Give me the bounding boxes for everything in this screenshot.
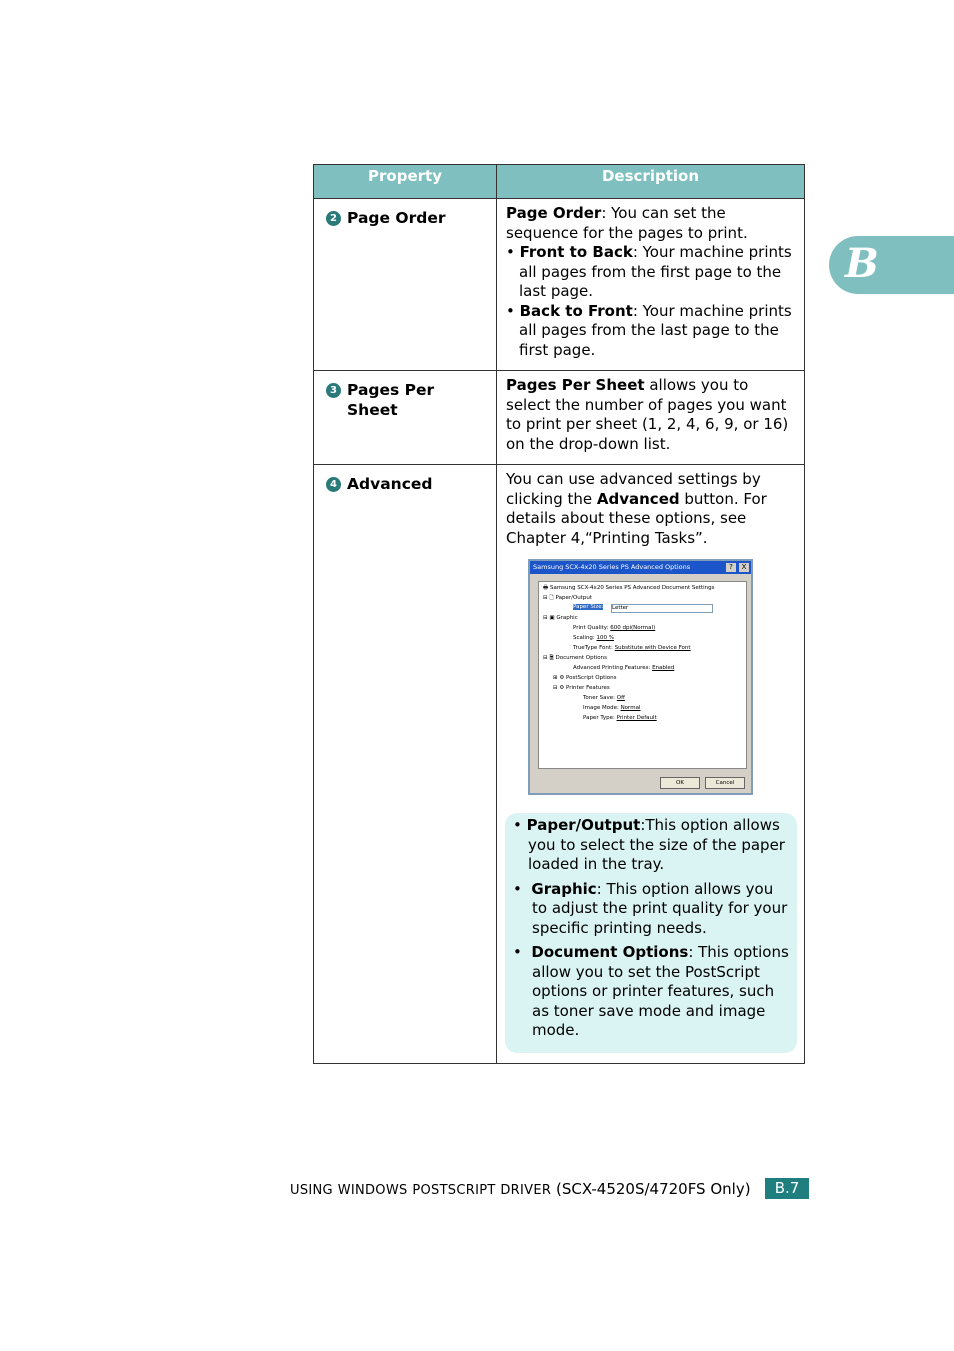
- advanced-options-dialog-screenshot: [528, 559, 753, 795]
- tree-graphic: ⊟ ▣ Graphic: [543, 615, 578, 621]
- header-description: Description: [497, 165, 805, 199]
- table-header-row: [314, 165, 805, 199]
- footer-model: (SCX-4520S/4720FS Only): [555, 1180, 751, 1198]
- table-row: [314, 371, 805, 465]
- callout-number: 4: [326, 477, 341, 492]
- tree-paper-output: ⊟ 🗋 Paper/Output: [543, 595, 593, 601]
- settings-tree: [538, 581, 747, 769]
- footer-postscript: POSTSCRIPT: [412, 1183, 496, 1198]
- list-item: • Paper/Output:This option allows you to select the size of the paper loaded in the tray.: [513, 816, 785, 873]
- callout-number: 2: [326, 211, 341, 226]
- tree-paper-size: Paper Size:: [573, 604, 604, 610]
- tree-advanced-features: Advanced Printing Features: Enabled: [573, 665, 675, 671]
- tree-scaling: Scaling: 100 %: [573, 635, 615, 641]
- footer-using: USING: [290, 1183, 333, 1198]
- header-property: Property: [314, 165, 497, 199]
- table-row: [314, 465, 805, 1064]
- tree-image-mode: Image Mode: Normal: [583, 705, 641, 711]
- paper-size-dropdown: Letter: [611, 604, 713, 613]
- tree-toner-save: Toner Save: Off: [583, 695, 625, 701]
- page-number: B.7: [765, 1178, 809, 1199]
- footer-driver: DRIVER: [500, 1183, 552, 1198]
- description-pages-per-sheet: Pages Per Sheet allows you to select the number of pages you want to print per sheet (1, 2, 4, 6, 9, or 16) on the drop-down list.: [506, 376, 789, 453]
- help-icon: ?: [726, 563, 736, 572]
- tree-postscript-options: ⊞ ⚙ PostScript Options: [553, 675, 617, 681]
- list-item: • Back to Front: Your machine prints all pages from the last page to the first page.: [506, 301, 792, 359]
- appendix-tab: [829, 236, 954, 294]
- close-icon: X: [739, 563, 749, 572]
- description-page-order: Page Order: You can set the sequence for the pages to print. • Front to Back: Your machine prints all pages from the first page to the last page. • Back to Front: Your machine prints all pages from the last page to the first page.: [497, 199, 804, 370]
- options-note: [505, 813, 797, 1053]
- property-page-order: 2 Page Order: [314, 199, 496, 229]
- callout-number: 3: [326, 383, 341, 398]
- description-advanced: You can use advanced settings by clicking the Advanced button. For details about these options, see Chapter 4,“Printing Tasks”. Samsung SCX-4x20 Series PS Advanced Options ? X 🖶 Samsung SCX-4x20 Series PS Advanced Document Settings ⊟ 🗋 Paper/Output Paper Size: Letter ⊟ ▣ Graphic Print Quality: 600 dpi(Normal) Scaling: 100 % TrueType Font: Substitute with Device Font ⊟ 🗎 Document Options Advanced Printing Features: Enabled ⊞ ⚙ PostScript Options ⊟ ⚙ Printer Features Toner Save: Off Image Mode: Normal Paper Type: Printer Default OK Cancel • Paper/Output:This option allows you to select the size of the paper loaded in the tray. • Graphic: This option allows you to adjust the print quality for your specific printing needs. • Document Options: This options allow you to set the PostScript options or printer features, such as toner save mode and image mode.: [497, 465, 804, 1063]
- tree-document-options: ⊟ 🗎 Document Options: [543, 655, 607, 661]
- tree-paper-type: Paper Type: Printer Default: [583, 715, 657, 721]
- list-item: • Document Options: This options allow you to set the PostScript options or printer features, such as toner save mode and image mode.: [513, 943, 789, 1039]
- list-item: • Front to Back: Your machine prints all pages from the first page to the last page.: [506, 243, 792, 300]
- tree-root: 🖶 Samsung SCX-4x20 Series PS Advanced Document Settings: [543, 585, 715, 591]
- page-footer: [290, 1178, 751, 1200]
- cancel-button: Cancel: [705, 777, 745, 789]
- property-table: [313, 164, 805, 1064]
- property-advanced: 4 Advanced: [314, 465, 496, 495]
- tree-print-quality: Print Quality: 600 dpi(Normal): [573, 625, 656, 631]
- dialog-titlebar: Samsung SCX-4x20 Series PS Advanced Options ? X: [530, 561, 751, 574]
- appendix-letter: B: [845, 240, 879, 287]
- list-item: • Graphic: This option allows you to adjust the print quality for your specific printing needs.: [513, 879, 788, 937]
- property-pages-per-sheet: 3 Pages Per Sheet: [314, 371, 496, 420]
- tree-truetype: TrueType Font: Substitute with Device Font: [573, 645, 691, 651]
- table-row: [314, 199, 805, 371]
- ok-button: OK: [660, 777, 700, 789]
- footer-windows: WINDOWS: [337, 1183, 408, 1198]
- tree-printer-features: ⊟ ⚙ Printer Features: [553, 685, 610, 691]
